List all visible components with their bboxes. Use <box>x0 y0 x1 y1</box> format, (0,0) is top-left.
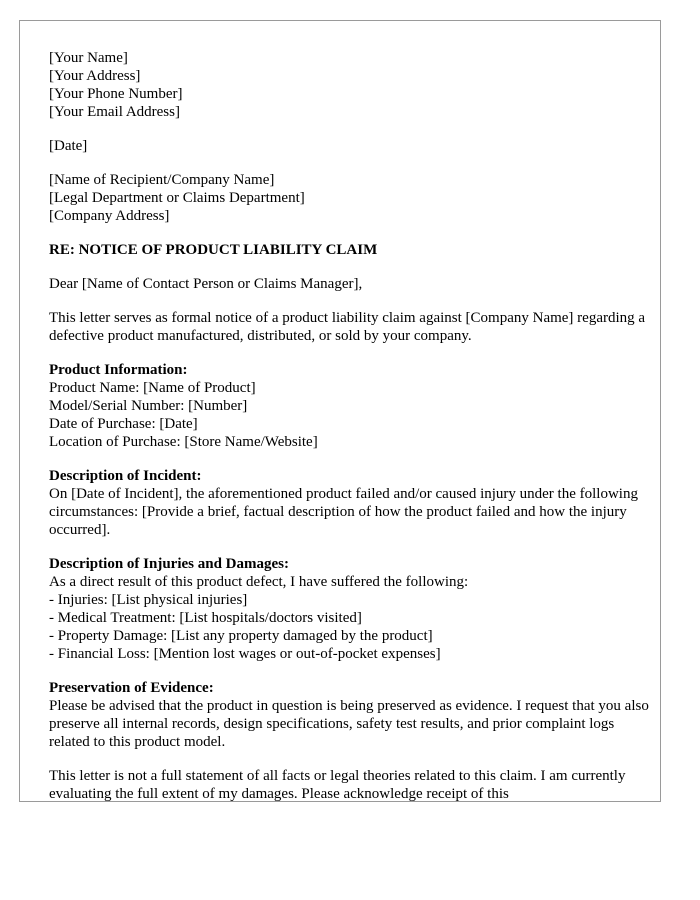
sender-phone: [Your Phone Number] <box>49 86 183 102</box>
spacer <box>49 451 649 467</box>
spacer <box>49 293 649 309</box>
product-info-heading: Product Information: <box>49 362 188 378</box>
product-model-line: Model/Serial Number: [Number] <box>49 398 248 414</box>
financial-loss-item: - Financial Loss: [Mention lost wages or out-of-pocket expenses] <box>49 646 441 662</box>
incident-paragraph: On [Date of Incident], the aforementioned product failed and/or caused injury under the following circumstances: [Provide a brief, factual description of how the product failed and how the injury occurred]. <box>49 486 638 538</box>
product-name-line: Product Name: [Name of Product] <box>49 380 256 396</box>
spacer <box>49 225 649 241</box>
spacer <box>49 751 649 767</box>
property-damage-item: - Property Damage: [List any property damaged by the product] <box>49 628 433 644</box>
spacer <box>49 663 649 679</box>
product-purchase-location-line: Location of Purchase: [Store Name/Website] <box>49 434 318 450</box>
salutation: Dear [Name of Contact Person or Claims Manager], <box>49 276 363 292</box>
evidence-paragraph: Please be advised that the product in question is being preserved as evidence. I request that you also preserve all internal records, design specifications, safety test results, and prior complaint logs related to this product model. <box>49 698 649 750</box>
spacer <box>49 259 649 275</box>
closing-paragraph: This letter is not a full statement of all facts or legal theories related to this claim. I am currently evaluating the full extent of my damages. Please acknowledge receipt of this <box>49 768 626 802</box>
spacer <box>49 121 649 137</box>
spacer <box>49 539 649 555</box>
subject-line: RE: NOTICE OF PRODUCT LIABILITY CLAIM <box>49 242 378 258</box>
incident-heading: Description of Incident: <box>49 468 202 484</box>
injuries-item: - Injuries: [List physical injuries] <box>49 592 248 608</box>
letter-page <box>19 20 661 802</box>
letter-date: [Date] <box>49 138 88 154</box>
product-purchase-date-line: Date of Purchase: [Date] <box>49 416 198 432</box>
spacer <box>49 155 649 171</box>
recipient-department: [Legal Department or Claims Department] <box>49 190 305 206</box>
sender-address: [Your Address] <box>49 68 141 84</box>
spacer <box>49 345 649 361</box>
intro-paragraph: This letter serves as formal notice of a product liability claim against [Company Name] regarding a defective product manufactured, distributed, or sold by your company. <box>49 310 646 344</box>
injuries-intro: As a direct result of this product defect, I have suffered the following: <box>49 574 469 590</box>
sender-name: [Your Name] <box>49 50 128 66</box>
letter-content <box>49 49 649 802</box>
evidence-heading: Preservation of Evidence: <box>49 680 214 696</box>
sender-email: [Your Email Address] <box>49 104 180 120</box>
injuries-heading: Description of Injuries and Damages: <box>49 556 289 572</box>
recipient-name: [Name of Recipient/Company Name] <box>49 172 275 188</box>
recipient-address: [Company Address] <box>49 208 170 224</box>
medical-treatment-item: - Medical Treatment: [List hospitals/doctors visited] <box>49 610 362 626</box>
